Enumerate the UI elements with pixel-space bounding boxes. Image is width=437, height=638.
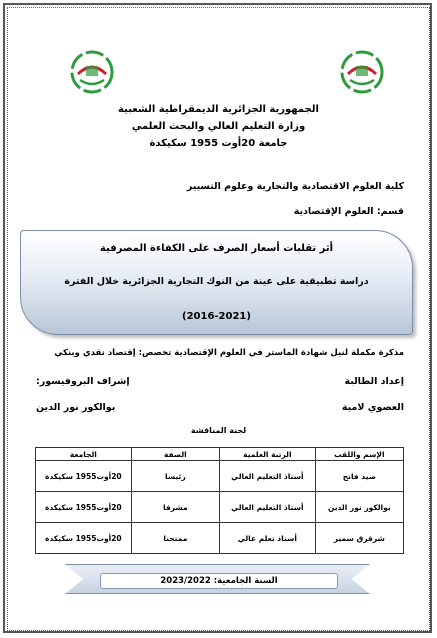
cell-university: 20أوت1955 سكيكدة: [36, 461, 132, 492]
student-name: العصوي لامية: [341, 402, 404, 413]
table-row: [36, 461, 404, 492]
thesis-title-box: [20, 230, 413, 335]
faculty-line: كلية العلوم الاقتصادية والتجارية وعلوم التسيير: [186, 181, 404, 192]
cell-role: مشرفا: [131, 492, 219, 523]
cell-name: صيد فاتح: [315, 461, 403, 492]
header-name: الإسم واللقب: [315, 448, 403, 461]
academic-year: السنة الجامعية: 2023/2022: [100, 573, 338, 589]
university-logo-icon: [340, 50, 384, 94]
header-role: الصفة: [131, 448, 219, 461]
cell-rank: أستاذ تعلم عالي: [220, 523, 316, 554]
header-university: الجامعة: [36, 448, 132, 461]
jury-table: [35, 447, 404, 554]
table-header-row: [36, 448, 404, 461]
university-logo-icon: [70, 50, 114, 94]
supervisor-label: إشراف البروفيسور:: [36, 376, 130, 387]
cell-name: بوالكور نور الدين: [315, 492, 403, 523]
thesis-subtitle: دراسة تطبيقية على عينة من النوك التجارية الجزائرية خلال الفترة: [64, 276, 369, 287]
committee-label: لجنة المناقشة: [190, 426, 247, 435]
department-line: قسم: العلوم الإقتصادية: [293, 206, 404, 217]
table-row: [36, 492, 404, 523]
prepared-label: إعداد الطالبة: [344, 376, 404, 387]
thesis-title: أثر تقلبات أسعار الصرف على الكفاءة المصرفية: [99, 243, 334, 254]
cell-name: شرقرق سمير: [315, 523, 403, 554]
thesis-period: (2016-2021): [182, 311, 251, 322]
university-line: جامعة 20أوت 1955 سكيكدة: [149, 138, 288, 149]
ministry-line: وزارة التعليم العالي والبحث العلمي: [131, 121, 306, 132]
cell-university: 20أوت1955 سكيكدة: [36, 523, 132, 554]
cell-rank: أستاذ التعليم العالي: [220, 461, 316, 492]
republic-line: الجمهورية الجزائرية الديمقراطية الشعبية: [118, 104, 319, 115]
supervisor-name: بوالكور نور الدين: [36, 402, 116, 413]
table-row: [36, 523, 404, 554]
cell-rank: أستاذ التعليم العالي: [220, 492, 316, 523]
cell-role: رئيسا: [131, 461, 219, 492]
header-rank: الرتبة العلمية: [220, 448, 316, 461]
cell-university: 20أوت1955 سكيكدة: [36, 492, 132, 523]
cell-role: ممتحنا: [131, 523, 219, 554]
memo-line: مذكرة مكملة لنيل شهادة الماستر في العلوم الإقتصادية تخصص: إقتصاد نقدي وبنكي: [54, 348, 404, 358]
